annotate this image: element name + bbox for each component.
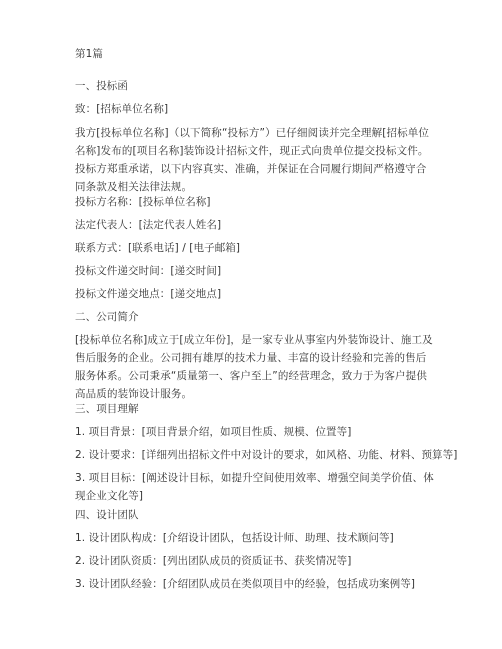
heading-company-profile: 二、公司简介 [75, 311, 139, 323]
list-item-project-goals: 3. 项目目标：[阐述设计目标，如提升空间使用效率、增强空间美学价值、体现企业文化等] [75, 472, 434, 502]
list-item-design-requirements: 2. 设计要求：[详细列出招标文件中对设计的要求，如风格、功能、材料、预算等] [75, 449, 458, 461]
section-label: 第1篇 [75, 48, 103, 60]
heading-project-understanding: 三、项目理解 [75, 403, 139, 415]
paragraph-company-profile: [投标单位名称]成立于[成立年份]，是一家专业从事室内外装饰设计、施工及售后服务的企业。公司拥有雄厚的技术力量、丰富的设计经验和完善的售后服务体系。公司秉承“质量第一、客户至上”的经营理念，致力于为客户提供高品质的装饰设计服务。 [75, 334, 433, 400]
submission-place: 投标文件递交地点：[递交地点] [75, 288, 222, 300]
legal-representative: 法定代表人：[法定代表人姓名] [75, 219, 222, 231]
list-item-team-composition: 1. 设计团队构成：[介绍设计团队，包括设计师、助理、技术顾问等] [75, 532, 394, 544]
contact-info: 联系方式：[联系电话] / [电子邮箱] [75, 242, 241, 254]
list-item-team-qualifications: 2. 设计团队资质：[列出团队成员的资质证书、获奖情况等] [75, 555, 352, 567]
salutation: 致：[招标单位名称] [75, 103, 169, 115]
submission-time: 投标文件递交时间：[递交时间] [75, 265, 222, 277]
paragraph-bid-statement: 我方[投标单位名称]（以下简称“投标方”）已仔细阅读并完全理解[招标单位名称]发布的[项目名称]装饰设计招标文件，现正式向贵单位提交投标文件。投标方郑重承诺，以下内容真实、准确，并保证在合同履行期间严格遵守合同条款及相关法律法规。 [75, 127, 430, 193]
bidder-name: 投标方名称：[投标单位名称] [75, 196, 211, 208]
heading-design-team: 四、设计团队 [75, 509, 139, 521]
list-item-project-background: 1. 项目背景：[项目背景介绍，如项目性质、规模、位置等] [75, 426, 352, 438]
list-item-team-experience: 3. 设计团队经验：[介绍团队成员在类似项目中的经验，包括成功案例等] [75, 578, 416, 590]
heading-bid-letter: 一、投标函 [75, 80, 128, 92]
